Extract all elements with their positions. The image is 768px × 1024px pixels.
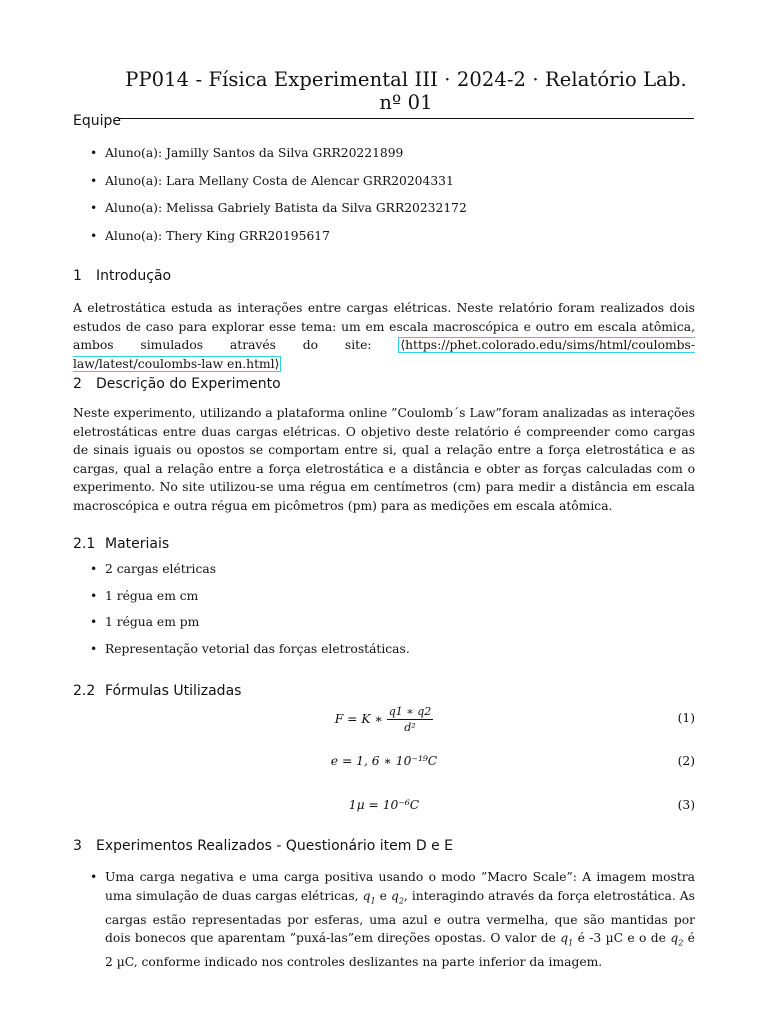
experiments-list [90,868,695,972]
subsection-heading-materiais [73,536,169,552]
section-heading-descricao [73,376,281,392]
text-fragment: é 2 µC, conforme indicado nos controles deslizantes na parte inferior da imagem. [105,931,695,970]
q2-symbol: $q_2$ [670,931,684,948]
phet-link[interactable]: ⟨https://phet.colorado.edu/sims/html/coulombs-law/latest/coulombs-law en.html⟩ [73,338,695,371]
section-number: 3 [73,838,82,854]
list-item: • Aluno(a): Melissa Gabriely Batista da Silva GRR20232172 [90,201,700,215]
team-heading: Equipe [73,113,121,129]
paragraph-descricao: Neste experimento, utilizando a plataforma online ”Coulomb´s Law”foram analizadas as interações eletrostáticas entre duas cargas elétricas. O objetivo deste relatório é compreender como cargas de sinais iguais ou opostos se comportam entre si, qual a relação entre a força eletrostática e as cargas, qual a relação entre a força eletrostática e a distância e obter as forças calculadas com o experimento. No site utilizou-se uma régua em centímetros (cm) para medir a distância em escala macroscópica e outra régua em picômetros (pm) para as medições em escala atômica. [73,406,695,513]
list-item: • 1 régua em pm [90,615,700,629]
equation-text: 1μ = 10⁻⁶C [348,798,420,812]
section-number: 2.2 [73,683,96,699]
list-item: • Aluno(a): Lara Mellany Costa de Alencar GRR20204331 [90,174,700,188]
q1-symbol: $q_1$ [362,888,376,906]
section-number: 1 [73,268,82,284]
section-number: 2 [73,376,82,392]
equation-1 [73,703,695,737]
equation-number: (1) [677,711,695,725]
subsection-heading-formulas [73,683,241,699]
text-fragment: , interagindo através da força eletrostática. As cargas estão representadas por esferas, uma azul e outra vermelha, que são mantidas por dois bonecos que aparentam ”puxá-las”em direções opostas. O valor de [105,888,695,946]
fraction-denominator: d² [404,721,416,734]
equation-number: (3) [677,798,695,812]
equation-3 [73,798,695,816]
list-item: • Aluno(a): Thery King GRR20195617 [90,229,700,243]
section-title: Introdução [96,268,172,284]
q1-symbol: $q_1$ [560,931,574,948]
text-fragment: Uma carga negativa e uma carga positiva usando o modo ”Macro Scale”: A imagem mostra uma simulação de duas cargas elétricas, [105,870,695,903]
text-fragment: é -3 µC e o de [577,931,666,946]
materials-list [90,562,700,669]
team-list [90,146,700,256]
section-heading-experimentos [73,838,453,854]
paragraph-text: A eletrostática estuda as interações entre cargas elétricas. Neste relatório foram realizados dois estudos de caso para explorar esse tema: um em escala macroscópica e outro em escala atômica, ambos simulados através do site: [73,301,695,353]
list-item: • Aluno(a): Jamilly Santos da Silva GRR20221899 [90,146,700,160]
list-item: • 1 régua em cm [90,589,700,603]
equation-number: (2) [677,754,695,768]
list-item: • 2 cargas elétricas [90,562,700,576]
equation-fraction [387,705,434,734]
text-fragment: e [379,888,387,903]
section-title: Descrição do Experimento [96,376,281,392]
list-item: • Representação vetorial das forças eletrostáticas. [90,642,700,656]
section-title: Fórmulas Utilizadas [105,683,242,699]
q2-symbol: $q_2$ [390,888,404,906]
fraction-numerator: q1 ∗ q2 [388,705,432,718]
section-heading-introducao [73,268,171,284]
section-title: Materiais [105,536,170,552]
paragraph-introducao [73,299,695,373]
equation-lhs: F = K ∗ [334,712,387,726]
equation-text: e = 1, 6 ∗ 10⁻¹⁹C [330,754,438,768]
section-number: 2.1 [73,536,96,552]
page-header: PP014 - Física Experimental III · 2024-2 · Relatório Lab. nº 01 [118,68,694,119]
section-title: Experimentos Realizados - Questionário item D e E [96,838,453,854]
list-item [90,868,695,972]
equation-2 [73,754,695,772]
